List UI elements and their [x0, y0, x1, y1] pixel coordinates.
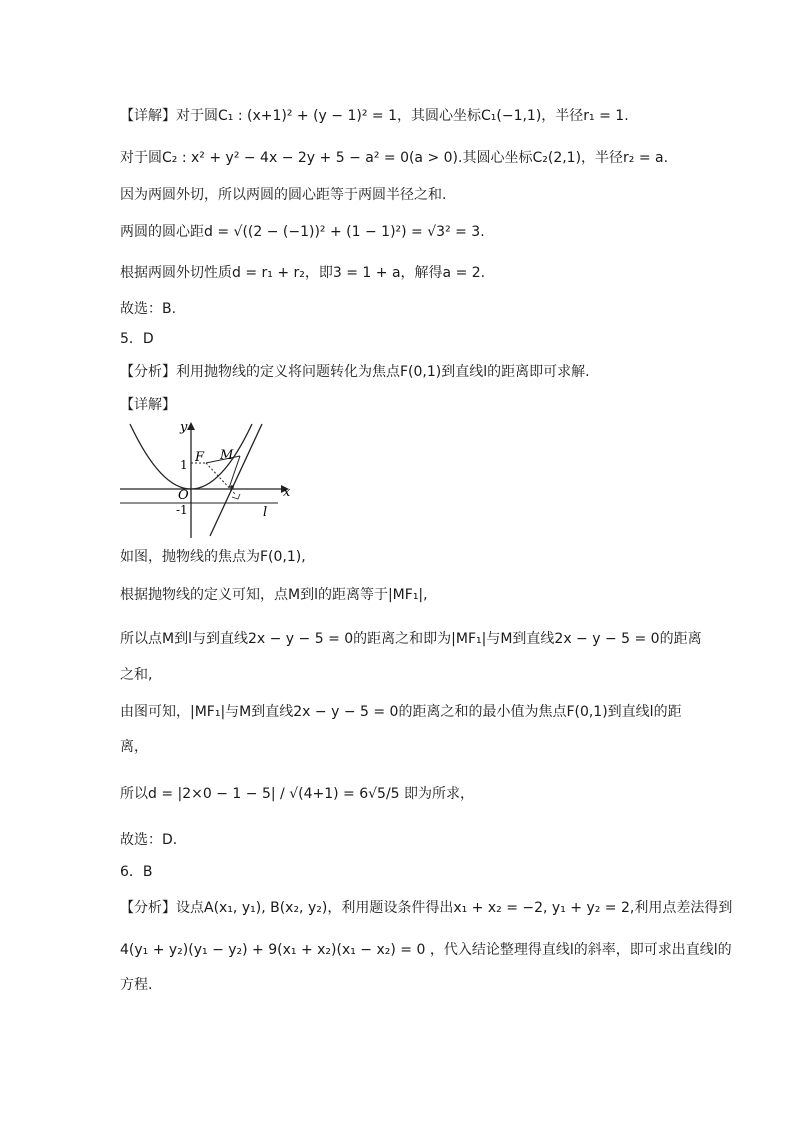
line-18: 6．B — [120, 864, 153, 880]
line-14: 由图可知，|MF₁|与M到直线2x − y − 5 = 0的距离之和的最小值为焦点F(0,1)到直线l的距 — [120, 704, 682, 720]
line-4: 两圆的圆心距d = √((2 − (−1))² + (1 − 1)²) = √3² = 3. — [120, 224, 485, 240]
line-2: 对于圆C₂ : x² + y² − 4x − 2y + 5 − a² = 0(a > 0).其圆心坐标C₂(2,1)，半径r₂ = a. — [120, 150, 669, 166]
line-15: 离， — [120, 739, 148, 755]
label-m: M — [220, 448, 234, 463]
parabola-figure — [118, 418, 298, 543]
line-5: 根据两圆外切性质d = r₁ + r₂，即3 = 1 + a，解得a = 2. — [120, 265, 486, 281]
line-12: 所以点M到l与到直线2x − y − 5 = 0的距离之和即为|MF₁|与M到直线2x − y − 5 = 0的距离 — [120, 631, 702, 647]
line-20: 4(y₁ + y₂)(y₁ − y₂) + 9(x₁ + x₂)(x₁ − x₂) = 0 ，代入结论整理得直线l的斜率，即可求出直线l的 — [120, 942, 732, 958]
label-l: l — [263, 505, 268, 520]
label-minus-1: -1 — [176, 503, 188, 517]
line-17: 故选：D. — [120, 832, 178, 848]
line-16: 所以d = |2×0 − 1 − 5| / √(4+1) = 6√5/5 即为所求， — [120, 786, 475, 802]
line-9: 【详解】 — [120, 397, 176, 413]
y-axis-arrow — [187, 422, 195, 430]
line-10: 如图，抛物线的焦点为F(0,1), — [120, 549, 306, 565]
line-11: 根据抛物线的定义可知，点M到l的距离等于|MF₁|, — [120, 587, 428, 603]
label-o: O — [178, 488, 189, 503]
line-3: 因为两圆外切，所以两圆的圆心距等于两圆半径之和. — [120, 187, 447, 203]
label-1: 1 — [180, 458, 188, 472]
label-y: y — [180, 420, 188, 435]
line-8: 【分析】利用抛物线的定义将问题转化为焦点F(0,1)到直线l的距离即可求解. — [120, 364, 590, 380]
line-l — [210, 424, 262, 536]
label-f: F — [195, 450, 205, 465]
line-1: 【详解】对于圆C₁ : (x+1)² + (y − 1)² = 1，其圆心坐标C₁(−1,1)，半径r₁ = 1. — [120, 108, 629, 124]
right-angle-mark — [232, 494, 240, 499]
line-19: 【分析】设点A(x₁, y₁), B(x₂, y₂)，利用题设条件得出x₁ + x₂ = −2, y₁ + y₂ = 2,利用点差法得到 — [120, 900, 733, 916]
line-6: 故选：B. — [120, 301, 177, 317]
label-x: x — [283, 485, 291, 500]
line-7: 5．D — [120, 331, 154, 347]
line-21: 方程. — [120, 977, 153, 993]
line-13: 之和, — [120, 667, 153, 683]
intersection-point — [230, 485, 234, 489]
